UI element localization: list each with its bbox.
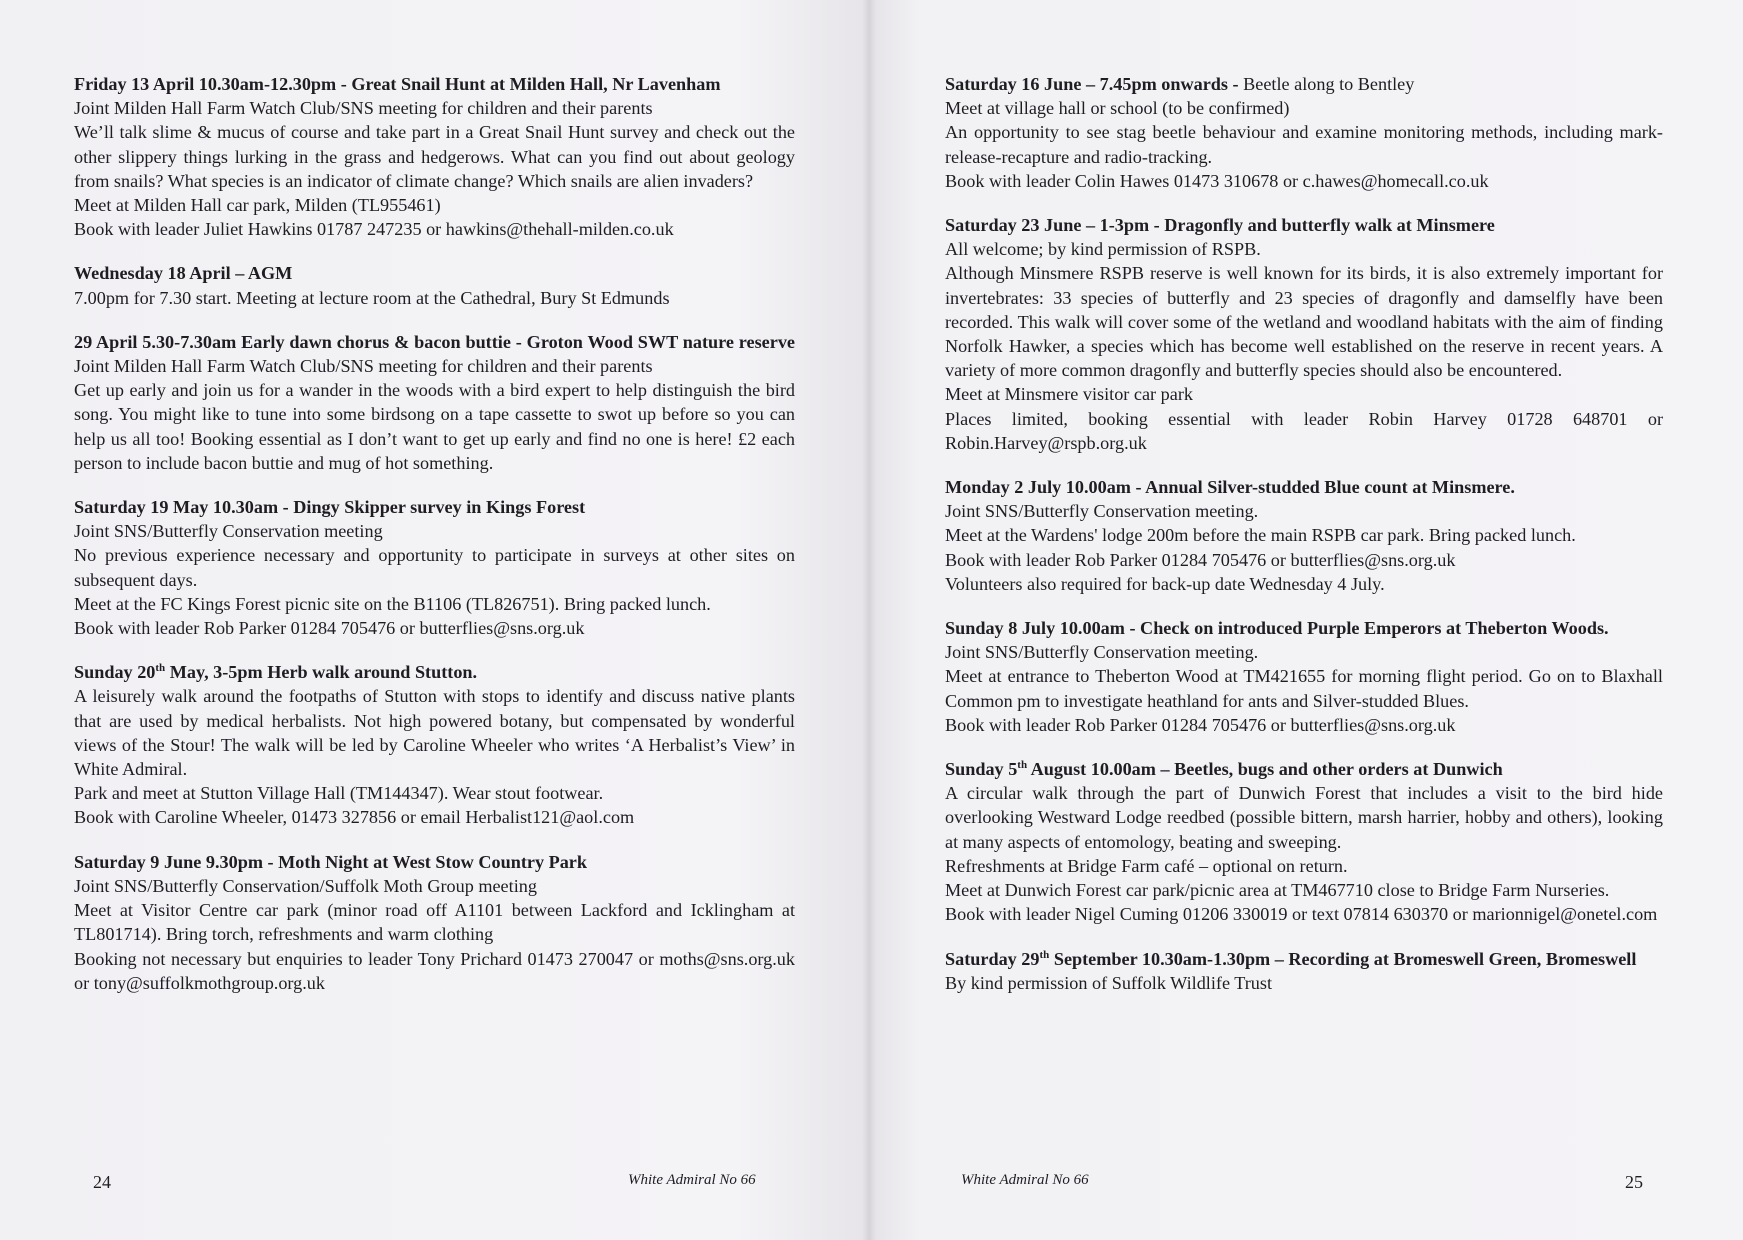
event-text: 7.00pm for 7.30 start. Meeting at lecture room at the Cathedral, Bury St Edmunds	[74, 287, 670, 308]
event-text: Refreshments at Bridge Farm café – optional on return.	[945, 855, 1348, 876]
event-text: By kind permission of Suffolk Wildlife Trust	[945, 972, 1273, 993]
right-events-column	[945, 72, 1663, 1015]
event-text: Although Minsmere RSPB reserve is well known for its birds, it is also extremely important for invertebrates: 33 species of butterfly and 23 species of dragonfly and damselfly have been recorded. This walk will cover some of the wetland and woodland habitats with the aim of finding Norfolk Hawker, a species which has become well established on the reserve in recent years. A variety of more common dragonfly and butterfly species should also be encountered.	[945, 263, 1663, 381]
event-title: Monday 2 July 10.00am - Annual Silver-studded Blue count at Minsmere.	[945, 477, 1515, 498]
event-text: Book with Caroline Wheeler, 01473 327856 or email Herbalist121@aol.com	[74, 807, 635, 828]
event-title: Saturday 16 June – 7.45pm onwards -	[945, 74, 1239, 94]
event-text: A circular walk through the part of Dunwich Forest that includes a visit to the bird hide overlooking Westward Lodge reedbed (possible bittern, marsh harrier, hobby and others), looking at many aspects of entomology, beating and sweeping.	[945, 783, 1663, 852]
event-title-trail: Beetle along to Bentley	[1238, 74, 1415, 94]
title-post: August 10.00am – Beetles, bugs and other orders at Dunwich	[1027, 759, 1503, 780]
book-gutter	[862, 0, 876, 1240]
event-text: We’ll talk slime & mucus of course and take part in a Great Snail Hunt survey and check out the other slippery things lurking in the grass and hedgerows. What can you find out about geology from snails? What species is an indicator of climate change? Which snails are alien invaders?	[74, 122, 795, 191]
event-text: Joint SNS/Butterfly Conservation/Suffolk Moth Group meeting	[74, 875, 537, 896]
event-dingy-skipper	[74, 495, 795, 640]
event-text: Meet at Visitor Centre car park (minor road off A1101 between Lackford and Icklingham at TL801714). Bring torch, refreshments and warm clothing	[74, 900, 795, 945]
left-page	[0, 0, 868, 1240]
right-page	[868, 0, 1743, 1240]
left-events-column	[74, 72, 795, 1015]
event-title	[945, 757, 1663, 781]
title-pre: Sunday 5	[945, 759, 1018, 780]
event-text: Meet at Dunwich Forest car park/picnic area at TM467710 close to Bridge Farm Nurseries.	[945, 880, 1610, 901]
event-title: 29 April 5.30-7.30am Early dawn chorus & bacon buttie - Groton Wood SWT nature reserve	[74, 331, 795, 352]
event-text: Book with leader Rob Parker 01284 705476 or butterflies@sns.org.uk	[945, 549, 1456, 570]
event-text: Get up early and join us for a wander in the woods with a bird expert to help distinguish the bird song. You might like to tune into some birdsong on a tape cassette to swot up before so you can help us all too! Booking essential as I don’t want to get up early and find no one is here! £2 each person to include bacon buttie and mug of hot something.	[74, 380, 795, 473]
event-text: Book with leader Colin Hawes 01473 310678 or c.hawes@homecall.co.uk	[945, 170, 1489, 191]
event-text: An opportunity to see stag beetle behaviour and examine monitoring methods, including mark-release-recapture and radio-tracking.	[945, 122, 1663, 167]
title-pre: Sunday 20	[74, 662, 156, 683]
event-snail-hunt	[74, 72, 795, 241]
event-title-paragraph	[74, 330, 795, 378]
event-text: Book with leader Nigel Cuming 01206 330019 or text 07814 630370 or marionnigel@onetel.com	[945, 904, 1658, 925]
event-text: Book with leader Rob Parker 01284 705476 or butterflies@sns.org.uk	[945, 714, 1456, 735]
event-title: Saturday 19 May 10.30am - Dingy Skipper survey in Kings Forest	[74, 497, 586, 518]
page-number: 25	[1625, 1172, 1643, 1192]
event-moth-night	[74, 850, 795, 995]
event-title: Saturday 23 June – 1-3pm - Dragonfly and butterfly walk at Minsmere	[945, 215, 1495, 236]
publication-name: White Admiral No 66	[628, 1172, 756, 1188]
event-purple-emperors	[945, 616, 1663, 737]
event-title	[74, 660, 795, 684]
event-title: Sunday 8 July 10.00am - Check on introduced Purple Emperors at Theberton Woods.	[945, 618, 1609, 639]
event-text: No previous experience necessary and opportunity to participate in surveys at other sites on subsequent days.	[74, 545, 795, 590]
event-text: Meet at village hall or school (to be confirmed)	[945, 98, 1290, 119]
title-sup: th	[155, 662, 166, 675]
title-sup: th	[1017, 759, 1028, 772]
event-beetle-bentley	[945, 72, 1663, 193]
event-text: A leisurely walk around the footpaths of Stutton with stops to identify and discuss native plants that are used by medical herbalists. Not high powered botany, but compensated by wonderful views of the Stour! The walk will be led by Caroline Wheeler who writes ‘A Herbalist’s View’ in White Admiral.	[74, 686, 795, 780]
publication-name: White Admiral No 66	[961, 1172, 1089, 1188]
event-text: Places limited, booking essential with leader Robin Harvey 01728 648701 or Robin.Harvey@rspb.org.uk	[945, 408, 1663, 453]
event-text: Meet at Milden Hall car park, Milden (TL955461)	[74, 195, 441, 216]
title-pre: Saturday 29	[945, 948, 1040, 969]
event-title-trail: Joint Milden Hall Farm Watch Club/SNS meeting for children and their parents	[74, 356, 653, 377]
event-title: Friday 13 April 10.30am-12.30pm - Great Snail Hunt at Milden Hall, Nr Lavenham	[74, 74, 721, 94]
event-title: Saturday 9 June 9.30pm - Moth Night at West Stow Country Park	[74, 851, 587, 872]
event-title-paragraph	[945, 72, 1663, 96]
event-text: Meet at the FC Kings Forest picnic site on the B1106 (TL826751). Bring packed lunch.	[74, 593, 711, 614]
title-post: May, 3-5pm Herb walk around Stutton.	[165, 662, 478, 683]
event-text: Joint SNS/Butterfly Conservation meeting	[74, 521, 383, 542]
event-text: Meet at the Wardens' lodge 200m before the main RSPB car park. Bring packed lunch.	[945, 525, 1576, 546]
event-text: Joint SNS/Butterfly Conservation meeting.	[945, 642, 1259, 663]
event-bromeswell-green	[945, 947, 1663, 995]
event-silver-studded-count	[945, 475, 1663, 596]
page-number: 24	[93, 1172, 111, 1192]
title-post: September 10.30am-1.30pm – Recording at Bromeswell Green, Bromeswell	[1049, 948, 1637, 969]
event-agm	[74, 261, 795, 309]
event-dawn-chorus	[74, 330, 795, 475]
event-text: Joint Milden Hall Farm Watch Club/SNS meeting for children and their parents	[74, 98, 653, 119]
event-text: Meet at Minsmere visitor car park	[945, 384, 1193, 405]
event-text: Park and meet at Stutton Village Hall (TM144347). Wear stout footwear.	[74, 783, 604, 804]
event-dragonfly-walk	[945, 213, 1663, 455]
event-text: Meet at entrance to Theberton Wood at TM421655 for morning flight period. Go on to Blaxhall Common pm to investigate heathland for ants and Silver-studded Blues.	[945, 666, 1663, 711]
event-text: Book with leader Rob Parker 01284 705476 or butterflies@sns.org.uk	[74, 618, 585, 639]
event-title	[945, 947, 1663, 971]
title-sup: th	[1039, 948, 1050, 961]
event-title: Wednesday 18 April – AGM	[74, 263, 293, 284]
event-text: Booking not necessary but enquiries to leader Tony Prichard 01473 270047 or moths@sns.org.uk or tony@suffolkmothgroup.org.uk	[74, 948, 795, 993]
event-text: Book with leader Juliet Hawkins 01787 247235 or hawkins@thehall-milden.co.uk	[74, 219, 674, 240]
event-text: Volunteers also required for back-up date Wednesday 4 July.	[945, 573, 1385, 594]
event-text: Joint SNS/Butterfly Conservation meeting.	[945, 501, 1259, 522]
event-text: All welcome; by kind permission of RSPB.	[945, 239, 1261, 260]
event-herb-walk	[74, 660, 795, 829]
event-beetles-dunwich	[945, 757, 1663, 926]
